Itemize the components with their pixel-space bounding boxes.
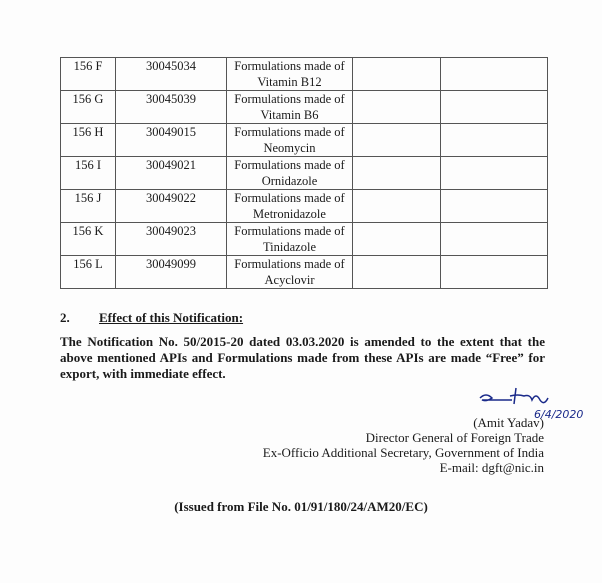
empty-cell [441,190,548,223]
serial-cell: 156 F [61,58,116,91]
description-line2: Neomycin [263,141,316,155]
empty-cell [441,58,548,91]
issued-from-file: (Issued from File No. 01/91/180/24/AM20/EC) [174,499,428,514]
itc-hs-code-cell: 30049021 [116,157,227,190]
table-row [61,223,548,256]
description-line1: Formulations made of [234,158,345,172]
signatory-email: E-mail: dgft@nic.in [439,460,544,475]
itc-hs-code-cell: 30045034 [116,58,227,91]
section-body: The Notification No. 50/2015-20 dated 03.03.2020 is amended to the extent that the above mentioned APIs and Formulations made from these APIs are made “Free” for export, with immediate effect. [60,334,545,381]
itc-hs-code-cell: 30049023 [116,223,227,256]
itc-hs-code-cell: 30049015 [116,124,227,157]
serial-cell: 156 L [61,256,116,289]
description-cell [227,256,353,289]
signatory-name: (Amit Yadav) [473,415,544,430]
table-row [61,256,548,289]
empty-cell [441,124,548,157]
empty-cell [353,58,441,91]
description-line2: Ornidazole [261,174,318,188]
table-row [61,124,548,157]
description-line1: Formulations made of [234,125,345,139]
description-line1: Formulations made of [234,191,345,205]
description-cell [227,124,353,157]
empty-cell [353,256,441,289]
empty-cell [353,190,441,223]
signatory-designation: Ex-Officio Additional Secretary, Government of India [262,445,544,460]
serial-cell: 156 H [61,124,116,157]
table-row [61,190,548,223]
empty-cell [353,223,441,256]
empty-cell [441,223,548,256]
table-row [61,157,548,190]
description-line2: Metronidazole [253,207,326,221]
empty-cell [353,124,441,157]
description-line2: Vitamin B6 [260,108,319,122]
section-heading: Effect of this Notification: [99,310,244,325]
signatory-title: Director General of Foreign Trade [365,430,544,445]
description-line2: Vitamin B12 [257,75,322,89]
itc-hs-code-cell: 30049099 [116,256,227,289]
description-cell [227,190,353,223]
itc-hs-code-cell: 30049022 [116,190,227,223]
itc-hs-code-cell: 30045039 [116,91,227,124]
description-cell [227,58,353,91]
serial-cell: 156 K [61,223,116,256]
description-cell [227,223,353,256]
empty-cell [353,157,441,190]
handwritten-date: 6/4/2020 [534,408,584,421]
description-line1: Formulations made of [234,257,345,271]
description-cell [227,91,353,124]
serial-cell: 156 J [61,190,116,223]
description-cell [227,157,353,190]
table-row [61,58,548,91]
empty-cell [353,91,441,124]
empty-cell [441,91,548,124]
description-line1: Formulations made of [234,92,345,106]
empty-cell [441,157,548,190]
description-line2: Tinidazole [262,240,316,254]
empty-cell [441,256,548,289]
description-line2: Acyclovir [264,273,315,287]
description-line1: Formulations made of [234,224,345,238]
description-line1: Formulations made of [234,59,345,73]
items-table [60,57,548,289]
serial-cell: 156 I [61,157,116,190]
table-row [61,91,548,124]
section-number: 2. [60,310,70,325]
serial-cell: 156 G [61,91,116,124]
